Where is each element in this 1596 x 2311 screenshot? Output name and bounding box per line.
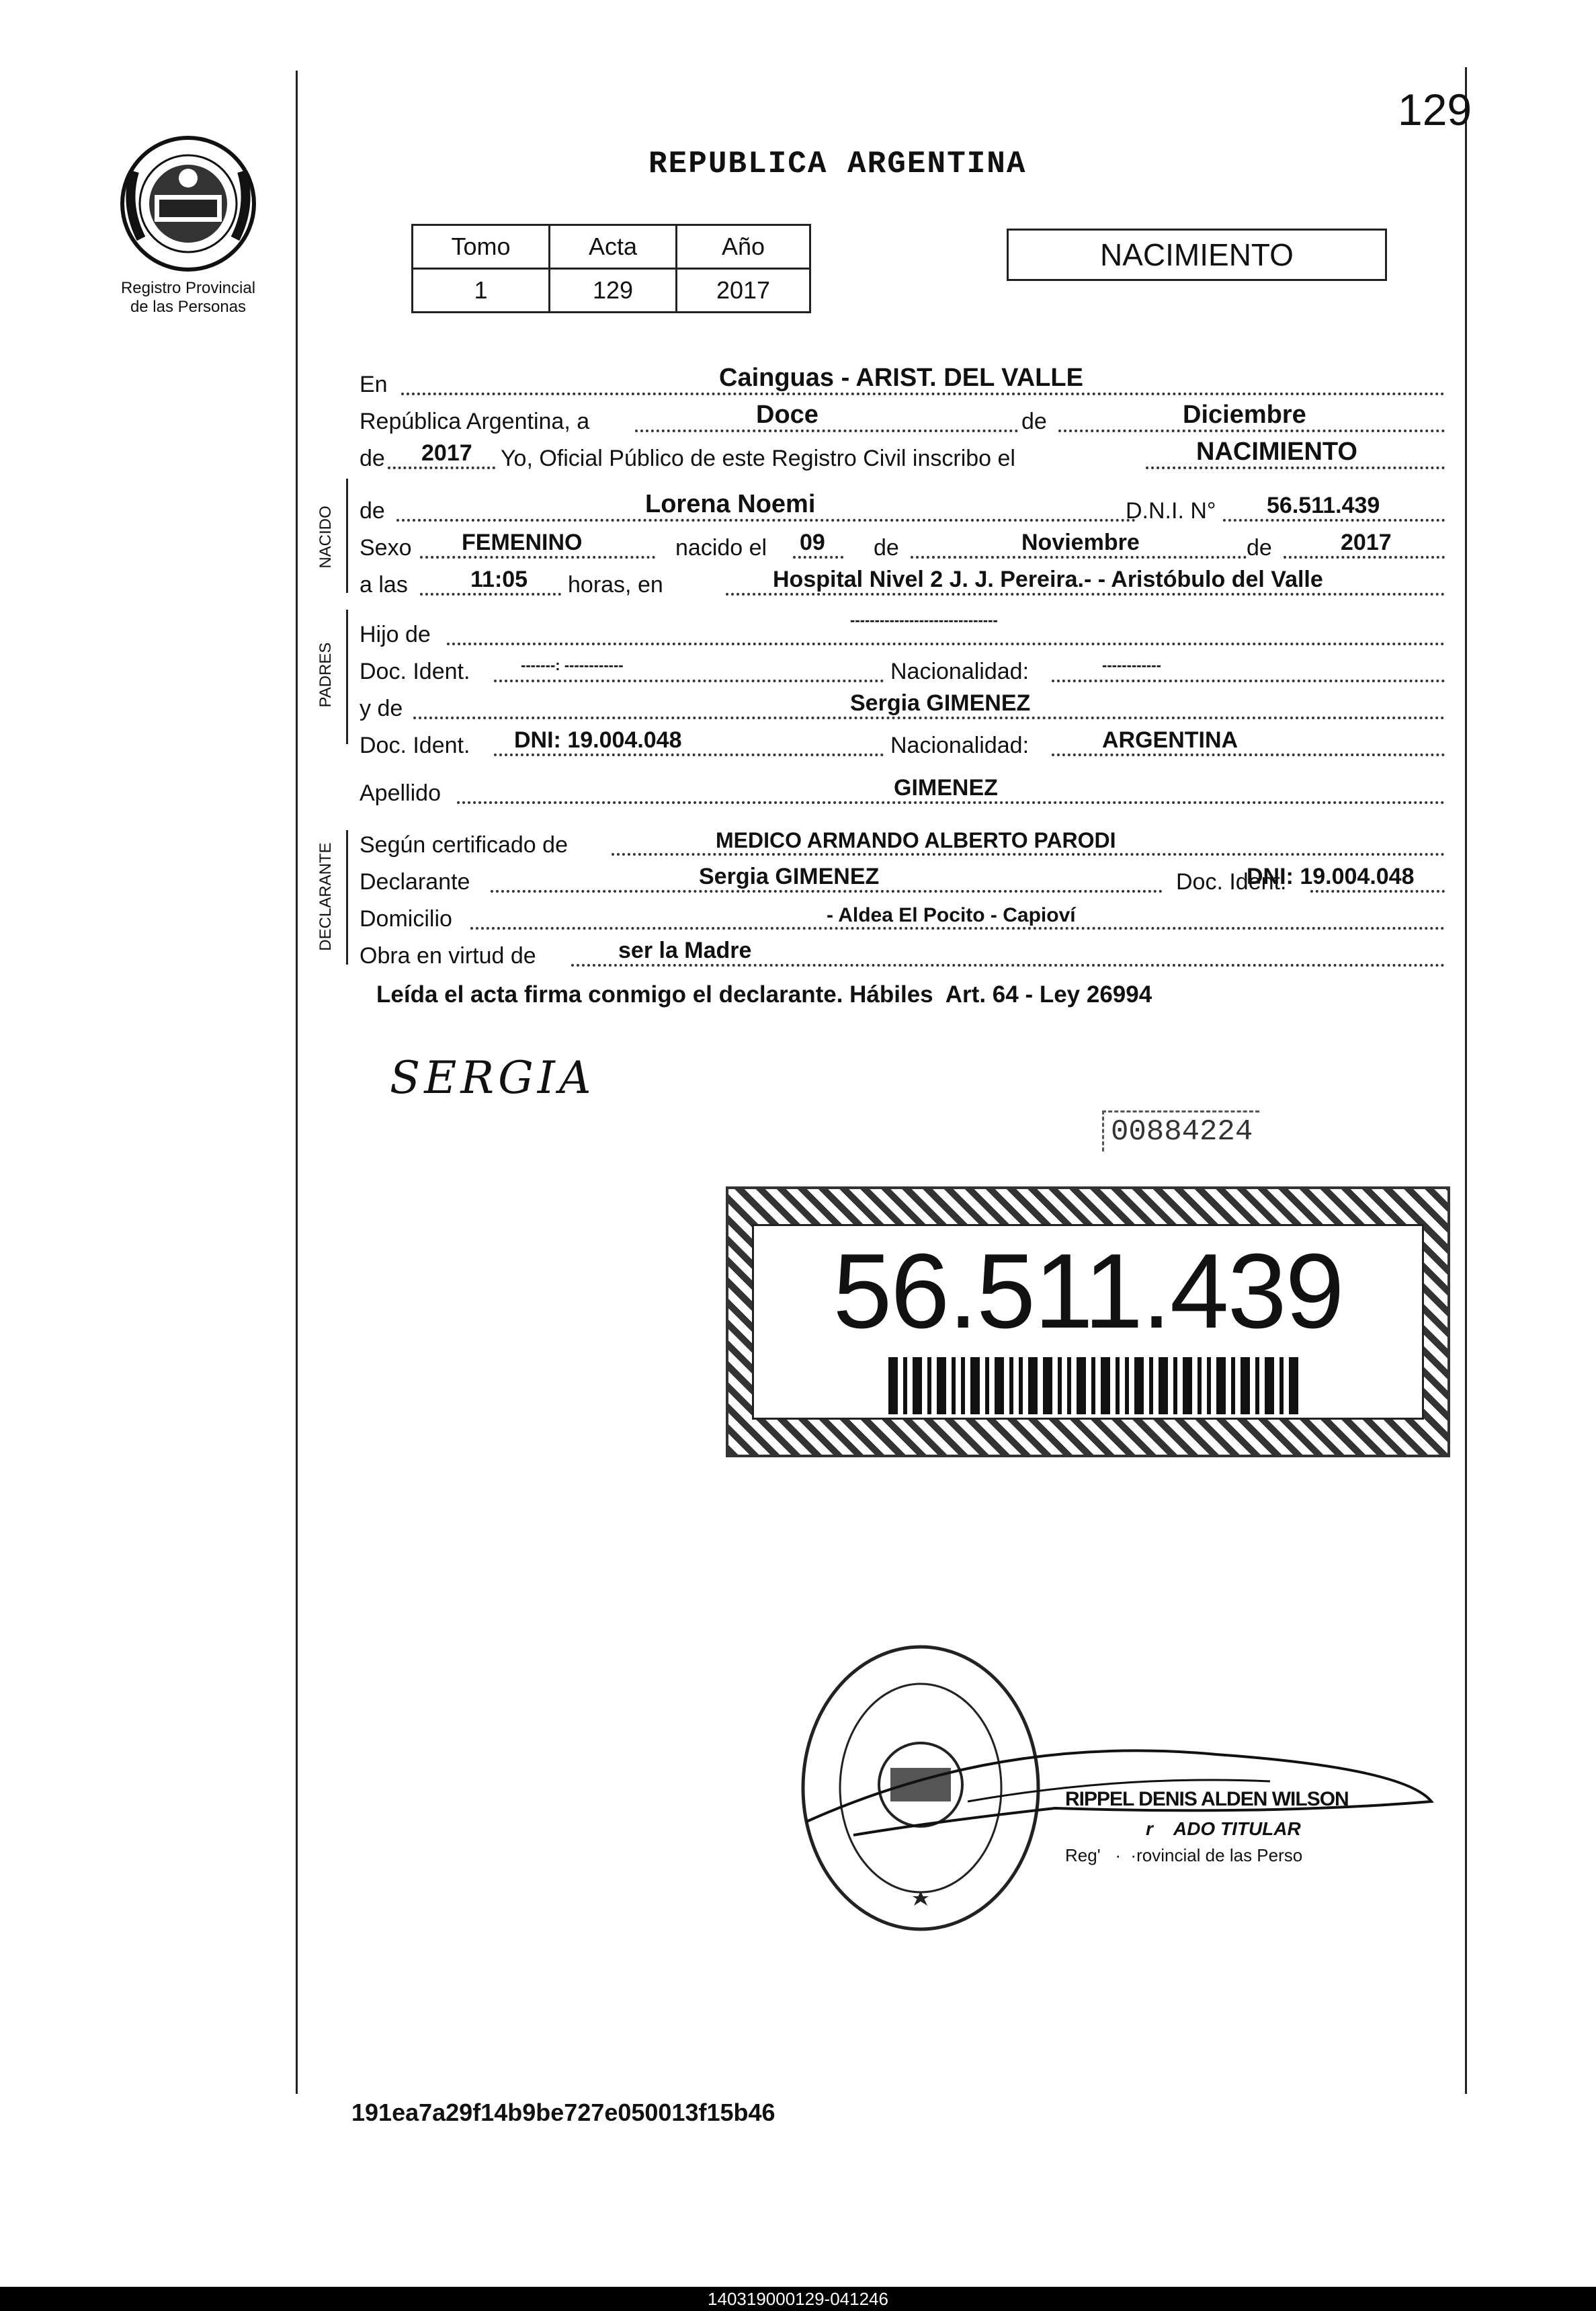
value-acta: 129	[550, 269, 677, 313]
value-event: NACIMIENTO	[1196, 438, 1357, 466]
label-y-de: y de	[360, 696, 403, 721]
row-certificado	[360, 823, 1445, 858]
label-certificado: Según certificado de	[360, 832, 568, 858]
nacido-section-label: NACIDO	[317, 505, 335, 569]
label-a-las: a las	[360, 572, 408, 598]
value-declarante: Sergia GIMENEZ	[699, 864, 880, 889]
barcode-icon	[888, 1357, 1305, 1414]
label-nac2: Nacionalidad:	[890, 733, 1030, 758]
label-de-month: de	[1021, 409, 1047, 434]
label-doc2: Doc. Ident.	[360, 733, 470, 758]
province-logo	[118, 131, 259, 276]
row-year-event	[360, 437, 1445, 472]
label-de-birth-year: de	[1247, 535, 1272, 561]
right-margin-line	[1465, 67, 1467, 2094]
record-table-value-row	[413, 269, 810, 313]
value-name: Lorena Noemi	[645, 490, 816, 518]
dni-sticker-number: 56.511.439	[833, 1232, 1343, 1350]
value-doc-declarante: DNI: 19.004.048	[1247, 864, 1415, 889]
value-birth-month: Noviembre	[1021, 530, 1140, 555]
label-doc-declarante: Doc. Ident.	[1176, 869, 1287, 895]
nacido-section-line	[346, 479, 348, 593]
header-acta: Acta	[550, 225, 677, 269]
label-hijo-de: Hijo de	[360, 622, 431, 647]
value-birth-day: 09	[800, 530, 825, 555]
row-doc2	[360, 724, 1445, 759]
label-nac1: Nacionalidad:	[890, 659, 1030, 684]
value-sexo: FEMENINO	[462, 530, 583, 555]
padres-section-label: PADRES	[317, 642, 335, 708]
row-domicilio	[360, 897, 1445, 932]
record-table-header-row	[413, 225, 810, 269]
label-de-year: de	[360, 446, 385, 471]
value-dni: 56.511.439	[1267, 493, 1380, 518]
serial-number: 00884224	[1102, 1110, 1259, 1151]
label-apellido: Apellido	[360, 780, 441, 806]
label-oficial: Yo, Oficial Público de este Registro Civil inscribo el	[501, 446, 1015, 471]
label-declarante: Declarante	[360, 869, 470, 895]
value-birth-year: 2017	[1341, 530, 1392, 555]
label-nacido-el: nacido el	[675, 535, 767, 561]
value-certificado: MEDICO ARMANDO ALBERTO PARODI	[716, 828, 1116, 852]
value-doc2: DNI: 19.004.048	[514, 727, 682, 753]
value-day: Doce	[756, 401, 818, 429]
handwritten-signature: SERGIA	[390, 1052, 595, 1104]
row-place	[360, 363, 1445, 398]
value-mother: Sergia GIMENEZ	[850, 690, 1031, 716]
header-tomo: Tomo	[413, 225, 550, 269]
document-hash: 191ea7a29f14b9be727e050013f15b46	[351, 2099, 775, 2126]
value-doc1: -------: ------------	[521, 657, 624, 674]
value-tomo: 1	[413, 269, 550, 313]
document-title: REPUBLICA ARGENTINA	[648, 147, 1027, 181]
logo-caption-line2: de las Personas	[130, 298, 247, 316]
logo-caption-line1: Registro Provincial	[120, 279, 256, 297]
row-sexo	[360, 526, 1445, 561]
header-anio: Año	[676, 225, 810, 269]
label-sexo: Sexo	[360, 535, 412, 561]
value-father: ------------------------------	[850, 612, 998, 629]
row-hijo-de	[360, 613, 1445, 648]
row-y-de	[360, 687, 1445, 722]
value-anio: 2017	[676, 269, 810, 313]
row-declarante	[360, 860, 1445, 895]
dni-sticker	[726, 1186, 1450, 1457]
page-number: 129	[1398, 85, 1472, 134]
label-domicilio: Domicilio	[360, 906, 452, 932]
signatory-role: r ADO TITULAR	[1146, 1818, 1301, 1839]
row-date	[360, 400, 1445, 435]
signatory-org: Reg' · ·rovincial de las Perso	[1065, 1845, 1303, 1865]
label-republica: República Argentina, a	[360, 409, 590, 434]
label-horas: horas, en	[568, 572, 663, 598]
label-obra: Obra en virtud de	[360, 943, 536, 969]
misiones-crest-icon	[118, 131, 259, 276]
declarante-section-line	[346, 830, 348, 965]
signatory-name: RIPPEL DENIS ALDEN WILSON	[1065, 1788, 1349, 1810]
row-doc1	[360, 650, 1445, 685]
value-place: Cainguas - ARIST. DEL VALLE	[719, 364, 1083, 392]
value-birth-place: Hospital Nivel 2 J. J. Pereira.- - Aristóbulo del Valle	[773, 567, 1323, 592]
footer-code-bar	[0, 2287, 1596, 2311]
row-nacido-name	[360, 489, 1445, 524]
label-en: En	[360, 372, 388, 397]
row-apellido	[360, 772, 1445, 807]
left-margin-line	[296, 71, 298, 2094]
record-type-box: NACIMIENTO	[1007, 229, 1387, 281]
closing-statement: Leída el acta firma conmigo el declarante. Hábiles Art. 64 - Ley 26994	[376, 981, 1152, 1008]
value-domicilio: - Aldea El Pocito - Capioví	[827, 904, 1076, 926]
dni-sticker-inner	[752, 1224, 1424, 1420]
padres-section-line	[346, 610, 348, 744]
value-nac2: ARGENTINA	[1102, 727, 1238, 753]
declarante-section-label: DECLARANTE	[317, 842, 335, 951]
value-obra: ser la Madre	[618, 938, 752, 963]
label-de-birth-month: de	[874, 535, 899, 561]
value-year: 2017	[421, 440, 472, 466]
record-table	[411, 224, 811, 313]
logo-caption	[87, 279, 289, 317]
label-de-name: de	[360, 498, 385, 524]
row-obra	[360, 934, 1445, 969]
value-apellido: GIMENEZ	[894, 775, 998, 801]
value-month: Diciembre	[1183, 401, 1306, 429]
value-nac1: ------------	[1102, 657, 1161, 674]
label-doc1: Doc. Ident.	[360, 659, 470, 684]
value-time: 11:05	[470, 567, 528, 592]
label-dni: D.N.I. N°	[1126, 498, 1216, 524]
footer-code: 140319000129-041246	[708, 2289, 888, 2309]
row-time-place	[360, 563, 1445, 598]
